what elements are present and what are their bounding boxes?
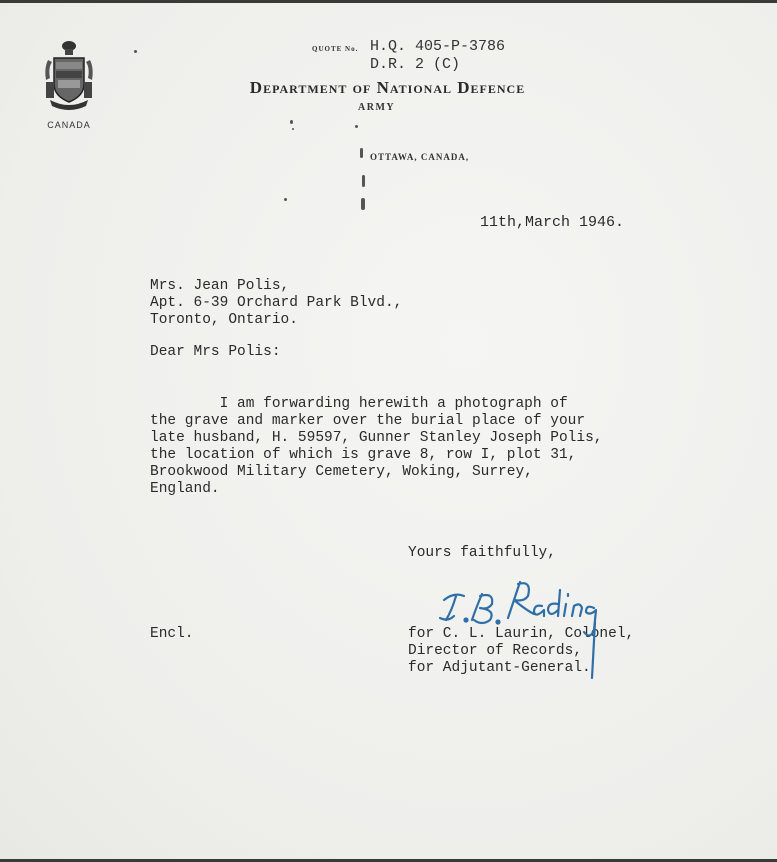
letter-body [150, 396, 602, 498]
city-label: OTTAWA, CANADA, [370, 152, 470, 162]
body-line: the grave and marker over the burial place of your [150, 413, 586, 429]
quote-number: H.Q. 405-P-3786 [370, 38, 506, 55]
body-line: England. [150, 481, 220, 497]
handwritten-signature [430, 570, 610, 680]
address-line: Mrs. Jean Polis, [150, 278, 290, 294]
body-line: I am forwarding herewith a photograph of [150, 396, 568, 412]
paper-speck [360, 148, 363, 158]
crest-label: CANADA [47, 120, 91, 130]
address-line: Apt. 6-39 Orchard Park Blvd., [150, 295, 403, 311]
salutation: Dear Mrs Polis: [150, 344, 281, 360]
paper-speck [134, 50, 137, 53]
coat-of-arms-icon [40, 38, 98, 120]
quote-label: QUOTE No. [312, 45, 359, 53]
department-title: Department of National Defence [249, 78, 526, 97]
paper-speck [292, 128, 294, 130]
paper-speck [355, 125, 358, 128]
enclosure-note: Encl. [150, 626, 194, 642]
signature-line: for C. L. Laurin, Colonel, [408, 626, 635, 642]
letter-date: 11th,March 1946. [480, 214, 625, 231]
address-line: Toronto, Ontario. [150, 312, 298, 328]
paper-speck [284, 198, 287, 201]
recipient-address [150, 278, 402, 329]
body-line: late husband, H. 59597, Gunner Stanley Joseph Polis, [150, 430, 603, 446]
body-line: Brookwood Military Cemetery, Woking, Surrey, [150, 464, 533, 480]
body-line: the location of which is grave 8, row I, plot 31, [150, 447, 577, 463]
paper-speck [361, 198, 365, 210]
signature-line: for Adjutant-General. [408, 660, 591, 676]
complimentary-close: Yours faithfully, [408, 545, 556, 561]
dr-number: D.R. 2 (C) [370, 56, 461, 73]
branch-label: ARMY [358, 102, 396, 113]
signature-line: Director of Records, [408, 643, 583, 659]
paper-speck [362, 175, 365, 187]
paper-speck [290, 120, 293, 124]
